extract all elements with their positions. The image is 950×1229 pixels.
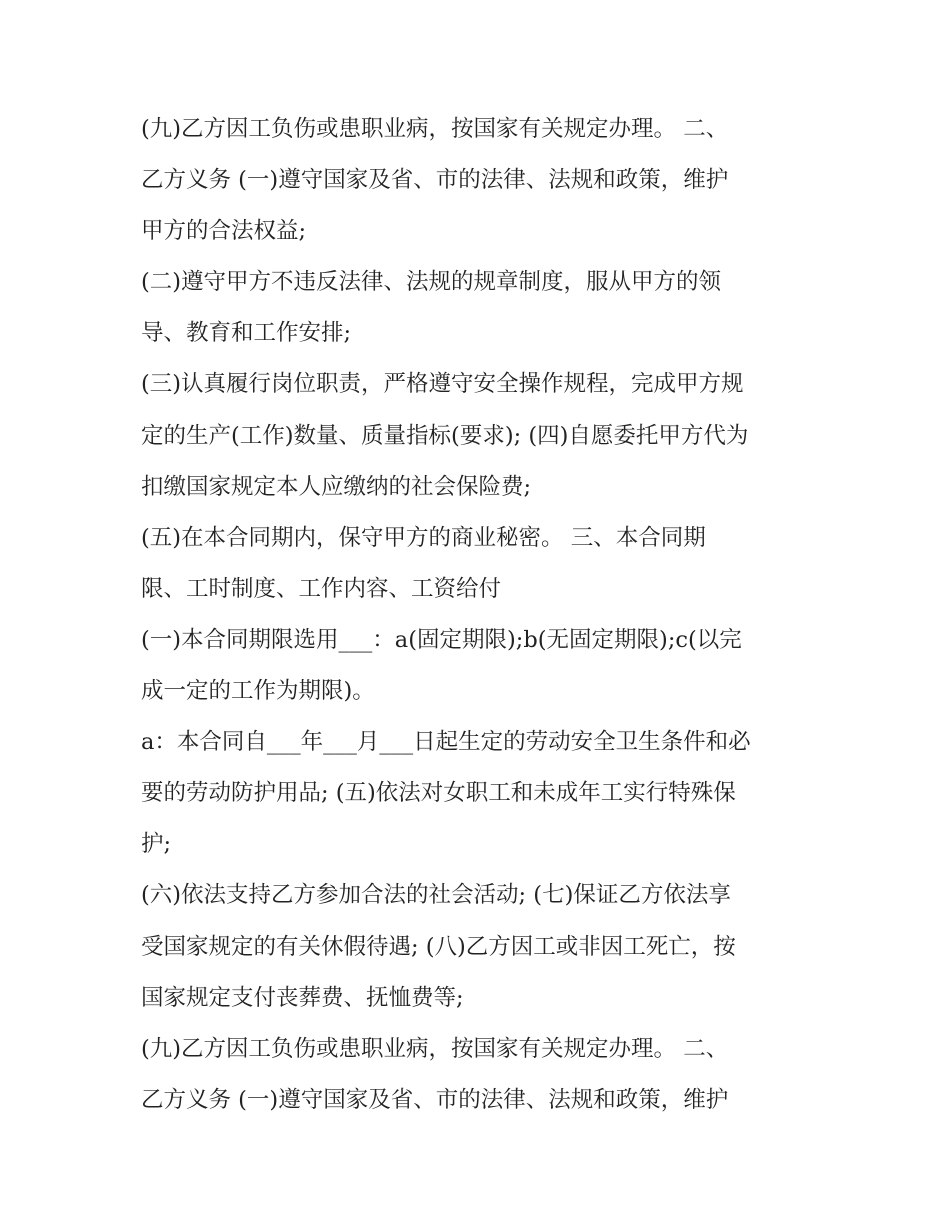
text-line: (三)认真履行岗位职责，严格遵守安全操作规程，完成甲方规 [141,371,744,398]
text-line: (六)依法支持乙方参加合法的社会活动; (七)保证乙方依法享 [141,882,731,909]
text-line: (九)乙方因工负伤或患职业病，按国家有关规定办理。 二、 [141,1035,729,1062]
text-line: (九)乙方因工负伤或患职业病，按国家有关规定办理。 二、 [141,116,729,142]
text-line: 定的生产(工作)数量、质量指标(要求); (四)自愿委托甲方代为 [141,422,749,449]
text-line: 国家规定支付丧葬费、抚恤费等; [141,984,464,1011]
text-line: 乙方义务 (一)遵守国家及省、市的法律、法规和政策，维护 [141,167,729,194]
body-text [141,104,821,1126]
text-line: 导、教育和工作安排; [141,320,352,347]
text-line: 限、工时制度、工作内容、工资给付 [141,575,502,602]
text-line: 受国家规定的有关休假待遇; (八)乙方因工或非因工死亡，按 [141,933,736,960]
text-line: 护; [141,831,172,858]
text-line: a：本合同自___年___月___日起生定的劳动安全卫生条件和必 [141,729,751,756]
text-line: 成一定的工作为期限)。 [141,678,375,705]
text-line: (五)在本合同期内，保守甲方的商业秘密。 三、本合同期 [141,524,706,551]
text-line: (二)遵守甲方不违反法律、法规的规章制度，服从甲方的领 [141,269,722,296]
text-line: 乙方义务 (一)遵守国家及省、市的法律、法规和政策，维护 [141,1086,729,1113]
text-line: 甲方的合法权益; [141,218,307,245]
text-line: 扣缴国家规定本人应缴纳的社会保险费; [141,473,532,500]
text-line: (一)本合同期限选用___：a(固定期限);b(无固定期限);c(以完 [141,626,742,653]
text-line: 要的劳动防护用品; (五)依法对女职工和未成年工实行特殊保 [141,780,736,807]
